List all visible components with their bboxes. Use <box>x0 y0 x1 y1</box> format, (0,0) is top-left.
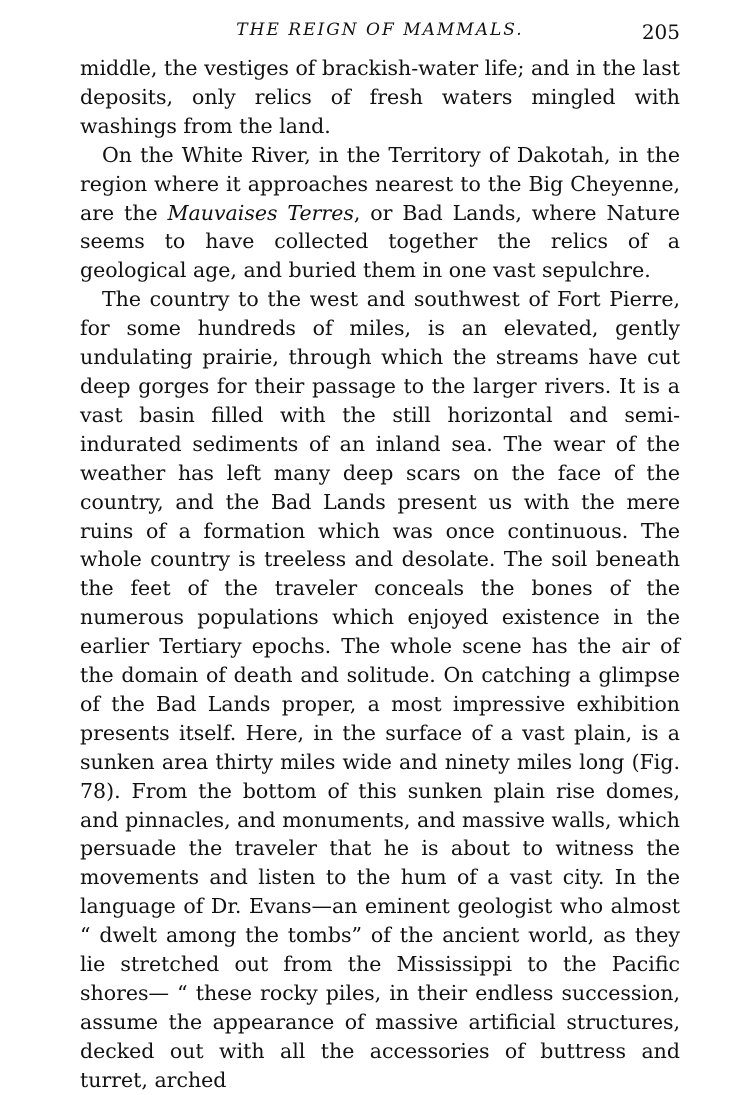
paragraph-text-after: , or Bad Lands, where Nature seems to have collected together the relics of a geological age, and buried them in one vast sepulchre. <box>80 200 681 283</box>
paragraph-fort-pierre <box>80 285 680 1094</box>
running-header <box>80 18 680 50</box>
running-title: THE REIGN OF MAMMALS. <box>236 20 524 40</box>
paragraph-text: The country to the west and southwest of Fort Pierre, for some hundreds of miles, is an elevated, gently undulating prairie, through which the streams have cut deep gorges for their passage to the larger rivers. It is a vast basin filled with the still horizontal and semi-indurated sediments of an inland sea. The wear of the weather has left many deep scars on the face of the country, and the Bad Lands present us with the mere ruins of a formation which was once continuous. The whole country is treeless and desolate. The soil beneath the feet of the traveler conceals the bones of the numerous populations which enjoyed existence in the earlier Tertiary epochs. The whole scene has the air of the domain of death and solitude. On catching a glimpse of the Bad Lands proper, a most impressive exhibition presents itself. Here, in the surface of a vast plain, is a sunken area thirty miles wide and ninety miles long (Fig. 78). From the bottom of this sunken plain rise domes, and pinnacles, and monuments, and massive walls, which persuade the traveler that he is about to witness the movements and listen to the hum of a vast city. In the language of Dr. Evans—an eminent geologist who almost “ dwelt among the tombs” of the ancient world, as they lie stretched out from the Mississippi to the Pacific shores— “ these rocky piles, in their endless succession, assume the appearance of massive artificial structures, decked out with all the accessories of buttress and turret, arched <box>80 287 680 1092</box>
paragraph-text: middle, the vestiges of brackish-water life; and in the last deposits, only relics of fresh waters mingled with washings from the land. <box>80 56 680 138</box>
page-number: 205 <box>641 20 680 44</box>
paragraph-continuation <box>80 54 680 141</box>
paragraph-white-river <box>80 141 680 286</box>
italic-term: Mauvaises Terres <box>167 200 354 225</box>
paragraph-text-before: On the White River, in the Territory of Dakotah, in the region where it approaches nearest to the Big Cheyenne, are the <box>80 142 680 225</box>
